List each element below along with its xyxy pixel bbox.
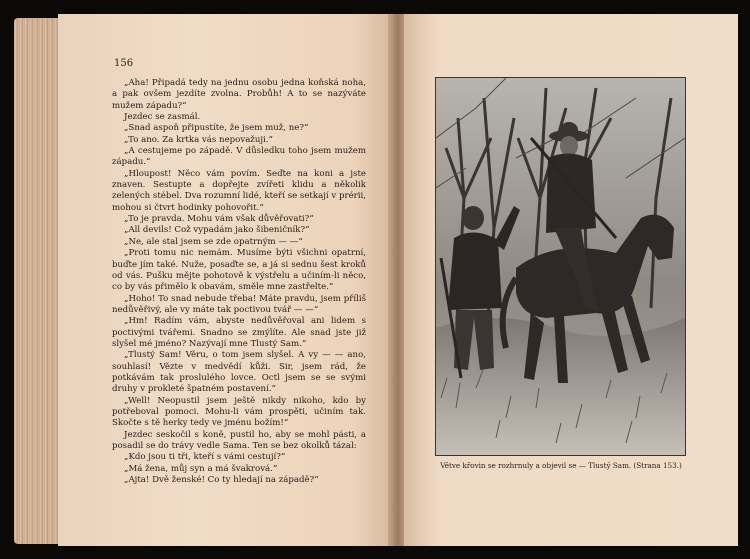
- illustration-caption: Větve křovin se rozhrnuly a objevil se — Tlustý Sam. (Strana 153.): [440, 461, 682, 470]
- paragraph: „Hm! Radím vám, abyste nedůvěřoval ani lidem s poctivými tvářemi. Snadno se zmýlíte. Ale snad jste již slyšel mé jméno? Nazývají mne Tlustý Sam.“: [112, 316, 366, 349]
- paragraph: „Hloupost! Něco vám povím. Seďte na koni a jste znaven. Sestupte a dopřejte zvířeti klidu a několik zelených stébel. Dva rozumní lidé, kteří se setkají v prérii, mohou si čtvrt hodinky pohovořit.“: [112, 168, 366, 213]
- paragraph: „Snad aspoň připustíte, že jsem muž, ne?“: [124, 123, 309, 134]
- paragraph: „Ne, ale stal jsem se zde opatrným — —“: [124, 236, 303, 247]
- paragraph: „Aha! Připadá tedy na jednu osobu jedna koňská noha, a pak ovšem jezdíte zvolna. Probůh! A to se nazýváte mužem západu?“: [112, 78, 366, 111]
- paragraph: „Well! Neopustil jsem ještě nikdy nikoho, kdo by potřeboval pomoci. Mohu-li vám prospěti, učiním tak. Skočte s tě herky tedy ve jménu božím!“: [112, 395, 366, 429]
- paragraph: „Tlustý Sam! Věru, o tom jsem slyšel. A vy — — ano, souhlasí! Vězte v medvědí kůži. Sir, jsem rád, že potkávám tak proslulého lovce. Octl jsem se se svými druhy v prokleté špatném postavení.“: [112, 350, 366, 395]
- paragraph: Jezdec se zasmál.: [124, 112, 201, 123]
- paragraph: „Hoho! To snad nebude třeba! Máte pravdu, jsem příliš nedůvěřivý, ale vy máte tak poctivou tvář — —“: [112, 293, 366, 315]
- paragraph: „To ano. Za krtka vás nepovažuji.“: [124, 134, 273, 145]
- paragraph: „A cestujeme po západě. V důsledku toho jsem mužem západu.“: [112, 146, 366, 168]
- illustration: [435, 77, 686, 456]
- page-edges: [14, 18, 60, 544]
- paragraph: „Má žena, můj syn a má švakrová.“: [124, 463, 278, 474]
- left-page-text: [112, 78, 366, 486]
- page-number: 156: [114, 58, 134, 69]
- paragraph: „To je pravda. Mohu vám však důvěřovati?“: [124, 214, 314, 225]
- paragraph: „Proti tomu nic nemám. Musíme býti všichni opatrní, buďte jím také. Nuže, posaďte se, a já si sednu šest kroků od vás. Pušku mějte pohotově k výstřelu a učiním-li něco, co by vás přimělo k obavám, směle mne zastřelte.“: [112, 248, 366, 293]
- paragraph: „Kdo jsou ti tři, kteří s vámi cestují?“: [124, 452, 286, 463]
- paragraph: „All devils! Což vypadám jako šibeničník?“: [124, 225, 310, 236]
- paragraph: Jezdec seskočil s koně, pustil ho, aby se mohl pásti, a posadil se do trávy vedle Sama. Ten se bez okolků tázal:: [112, 429, 366, 451]
- paragraph: „Ajta! Dvě ženské! Co ty hledají na západě?“: [124, 475, 319, 486]
- illustration-drawing: [436, 78, 685, 455]
